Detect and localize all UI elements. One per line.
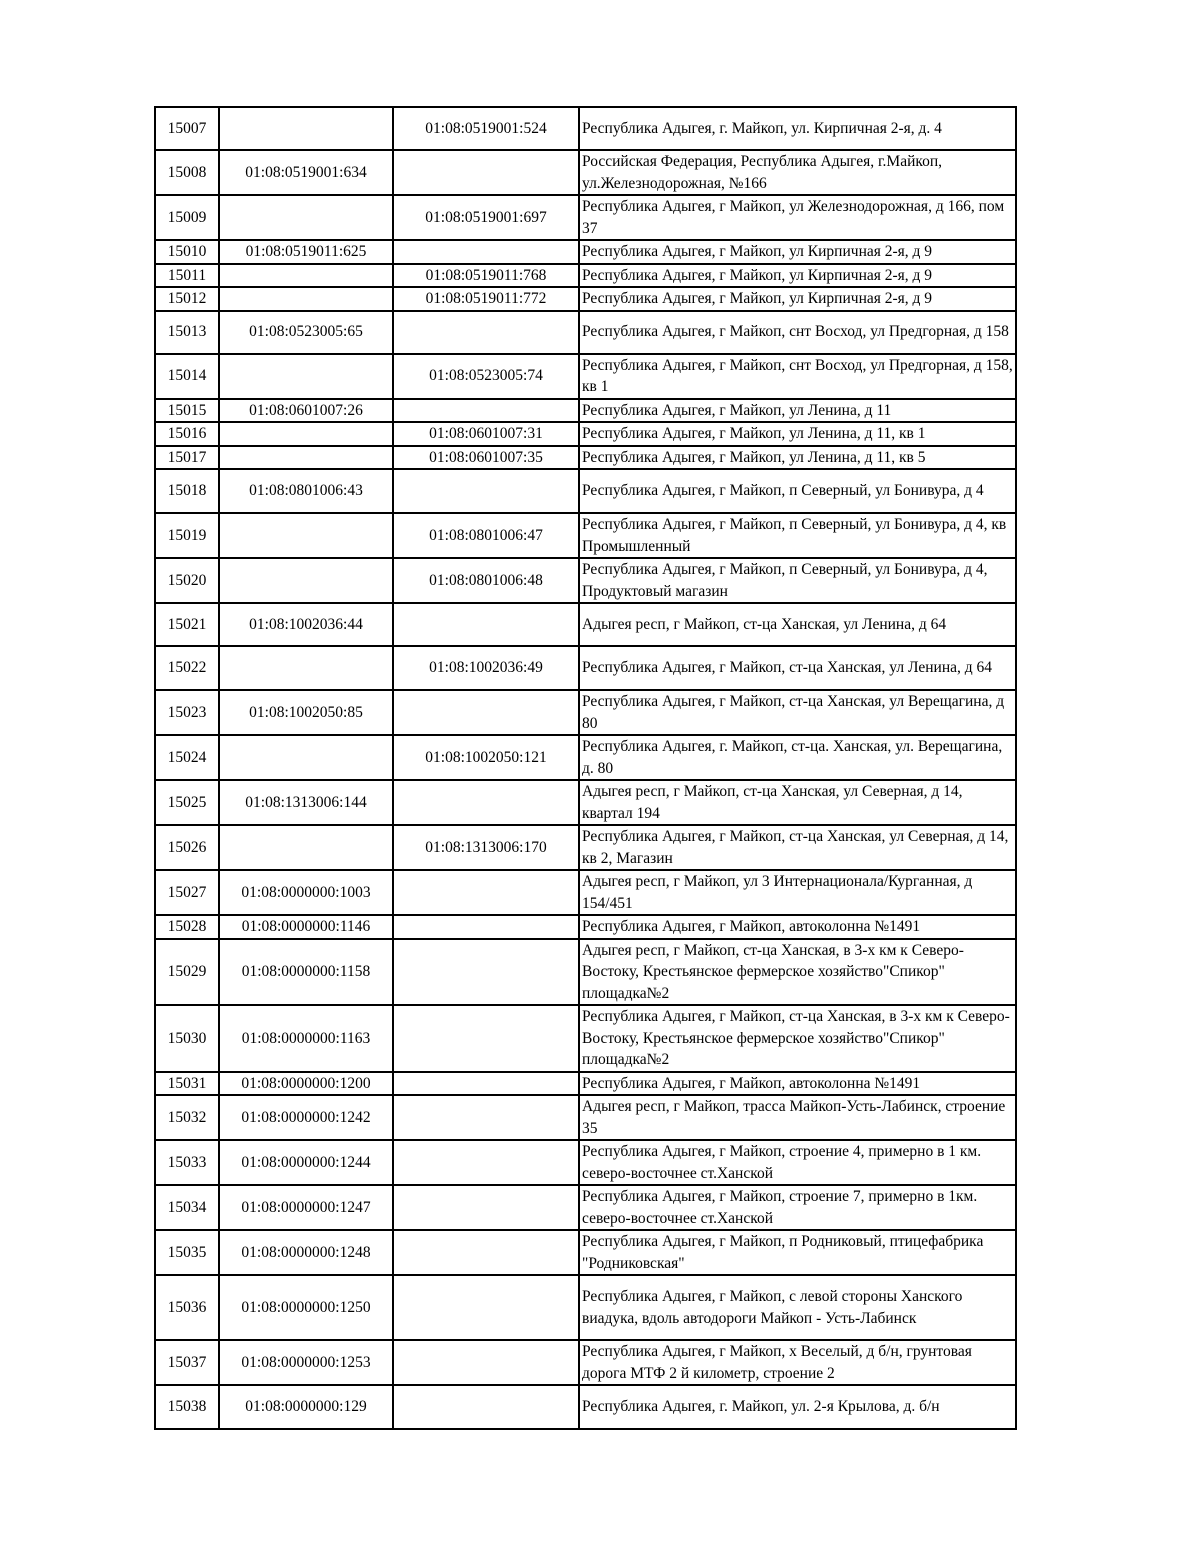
related-cadastral-number-cell [393,240,579,264]
cadastral-number-cell [219,446,393,470]
address-cell: Республика Адыгея, г Майкоп, строение 7, примерно в 1км. северо-восточнее ст.Ханской [579,1185,1016,1230]
address-cell: Республика Адыгея, г Майкоп, ул Кирпичная 2-я, д 9 [579,240,1016,264]
table-row [155,558,1016,603]
table-row [155,513,1016,558]
table-row [155,264,1016,288]
address-cell: Адыгея респ, г Майкоп, ул 3 Интернационала/Курганная, д 154/451 [579,870,1016,915]
related-cadastral-number-cell: 01:08:0601007:31 [393,422,579,446]
address-cell: Республика Адыгея, г Майкоп, с левой стороны Ханского виадука, вдоль автодороги Майкоп - Усть-Лабинск [579,1275,1016,1340]
address-cell: Республика Адыгея, г Майкоп, ст-ца Ханская, ул Ленина, д 64 [579,646,1016,690]
address-cell: Республика Адыгея, г. Майкоп, ст-ца. Ханская, ул. Верещагина, д. 80 [579,735,1016,780]
address-cell: Республика Адыгея, г. Майкоп, ул. Кирпичная 2-я, д. 4 [579,107,1016,150]
cadastral-number-cell: 01:08:1002036:44 [219,603,393,646]
cadastral-number-cell: 01:08:1313006:144 [219,780,393,825]
cadastral-number-cell [219,825,393,870]
related-cadastral-number-cell [393,1230,579,1275]
address-cell: Республика Адыгея, г Майкоп, х Веселый, д б/н, грунтовая дорога МТФ 2 й километр, строение 2 [579,1340,1016,1385]
address-cell: Республика Адыгея, г Майкоп, п Северный, ул Бонивура, д 4 [579,469,1016,513]
related-cadastral-number-cell [393,603,579,646]
related-cadastral-number-cell: 01:08:1002050:121 [393,735,579,780]
table-row [155,690,1016,735]
related-cadastral-number-cell [393,1385,579,1429]
related-cadastral-number-cell: 01:08:1002036:49 [393,646,579,690]
cadastral-number-cell: 01:08:0801006:43 [219,469,393,513]
cadastral-number-cell [219,287,393,311]
row-number-cell: 15029 [155,939,219,1006]
cadastral-number-cell [219,422,393,446]
related-cadastral-number-cell [393,1340,579,1385]
cadastral-number-cell: 01:08:0000000:1146 [219,915,393,939]
table-row [155,915,1016,939]
cadastral-number-cell: 01:08:0519011:625 [219,240,393,264]
related-cadastral-number-cell [393,1275,579,1340]
table-row [155,735,1016,780]
row-number-cell: 15028 [155,915,219,939]
cadastral-number-cell: 01:08:0523005:65 [219,311,393,354]
row-number-cell: 15021 [155,603,219,646]
related-cadastral-number-cell: 01:08:0801006:47 [393,513,579,558]
row-number-cell: 15026 [155,825,219,870]
table-row [155,195,1016,240]
row-number-cell: 15015 [155,399,219,423]
cadastral-number-cell [219,735,393,780]
cadastral-number-cell: 01:08:0000000:1244 [219,1140,393,1185]
table-row [155,1072,1016,1096]
related-cadastral-number-cell [393,1185,579,1230]
address-cell: Республика Адыгея, г Майкоп, ул Железнодорожная, д 166, пом 37 [579,195,1016,240]
cadastral-number-cell [219,354,393,399]
address-cell: Республика Адыгея, г Майкоп, ул Кирпичная 2-я, д 9 [579,287,1016,311]
table-row [155,107,1016,150]
related-cadastral-number-cell: 01:08:1313006:170 [393,825,579,870]
related-cadastral-number-cell [393,469,579,513]
related-cadastral-number-cell [393,939,579,1006]
table-row [155,1185,1016,1230]
address-cell: Республика Адыгея, г. Майкоп, ул. 2-я Крылова, д. б/н [579,1385,1016,1429]
table-row [155,825,1016,870]
cadastral-number-cell [219,646,393,690]
row-number-cell: 15024 [155,735,219,780]
cadastral-number-cell: 01:08:0519001:634 [219,150,393,195]
row-number-cell: 15016 [155,422,219,446]
row-number-cell: 15036 [155,1275,219,1340]
address-cell: Республика Адыгея, г Майкоп, ст-ца Ханская, ул Верещагина, д 80 [579,690,1016,735]
related-cadastral-number-cell: 01:08:0519011:768 [393,264,579,288]
row-number-cell: 15010 [155,240,219,264]
row-number-cell: 15027 [155,870,219,915]
row-number-cell: 15012 [155,287,219,311]
table-row [155,646,1016,690]
related-cadastral-number-cell: 01:08:0523005:74 [393,354,579,399]
related-cadastral-number-cell: 01:08:0519011:772 [393,287,579,311]
address-cell: Республика Адыгея, г Майкоп, строение 4, примерно в 1 км. северо-восточнее ст.Ханской [579,1140,1016,1185]
cadastral-number-cell [219,513,393,558]
cadastral-number-cell [219,558,393,603]
row-number-cell: 15018 [155,469,219,513]
table-row [155,150,1016,195]
cadastral-number-cell: 01:08:0601007:26 [219,399,393,423]
table-row [155,446,1016,470]
address-cell: Республика Адыгея, г Майкоп, п Родниковый, птицефабрика "Родниковская" [579,1230,1016,1275]
related-cadastral-number-cell: 01:08:0601007:35 [393,446,579,470]
table-row [155,287,1016,311]
table-row [155,939,1016,1006]
related-cadastral-number-cell [393,1095,579,1140]
row-number-cell: 15014 [155,354,219,399]
address-cell: Адыгея респ, г Майкоп, ст-ца Ханская, ул Северная, д 14, квартал 194 [579,780,1016,825]
related-cadastral-number-cell [393,1005,579,1072]
registry-table-body [155,107,1016,1429]
row-number-cell: 15035 [155,1230,219,1275]
address-cell: Республика Адыгея, г Майкоп, ул Ленина, д 11, кв 5 [579,446,1016,470]
related-cadastral-number-cell [393,399,579,423]
cadastral-number-cell: 01:08:0000000:1253 [219,1340,393,1385]
registry-table [154,106,1017,1430]
row-number-cell: 15025 [155,780,219,825]
table-row [155,354,1016,399]
row-number-cell: 15017 [155,446,219,470]
table-row [155,1275,1016,1340]
cadastral-number-cell: 01:08:0000000:1242 [219,1095,393,1140]
cadastral-number-cell: 01:08:0000000:1163 [219,1005,393,1072]
cadastral-number-cell [219,195,393,240]
address-cell: Республика Адыгея, г Майкоп, автоколонна №1491 [579,1072,1016,1096]
address-cell: Российская Федерация, Республика Адыгея, г.Майкоп, ул.Железнодорожная, №166 [579,150,1016,195]
cadastral-number-cell: 01:08:1002050:85 [219,690,393,735]
row-number-cell: 15022 [155,646,219,690]
row-number-cell: 15023 [155,690,219,735]
table-row [155,1385,1016,1429]
related-cadastral-number-cell [393,150,579,195]
row-number-cell: 15020 [155,558,219,603]
related-cadastral-number-cell [393,780,579,825]
related-cadastral-number-cell [393,870,579,915]
row-number-cell: 15019 [155,513,219,558]
row-number-cell: 15011 [155,264,219,288]
table-row [155,469,1016,513]
address-cell: Республика Адыгея, г Майкоп, снт Восход, ул Предгорная, д 158, кв 1 [579,354,1016,399]
table-row [155,1230,1016,1275]
table-row [155,1340,1016,1385]
table-row [155,240,1016,264]
cadastral-number-cell: 01:08:0000000:1250 [219,1275,393,1340]
cadastral-number-cell [219,107,393,150]
related-cadastral-number-cell [393,690,579,735]
address-cell: Адыгея респ, г Майкоп, ст-ца Ханская, в 3-х км к Северо-Востоку, Крестьянское фермерское хозяйство"Спикор" площадка№2 [579,939,1016,1006]
related-cadastral-number-cell [393,311,579,354]
cadastral-number-cell: 01:08:0000000:1248 [219,1230,393,1275]
table-row [155,311,1016,354]
table-row [155,399,1016,423]
row-number-cell: 15033 [155,1140,219,1185]
cadastral-number-cell: 01:08:0000000:1200 [219,1072,393,1096]
table-row [155,422,1016,446]
row-number-cell: 15013 [155,311,219,354]
address-cell: Адыгея респ, г Майкоп, трасса Майкоп-Усть-Лабинск, строение 35 [579,1095,1016,1140]
related-cadastral-number-cell [393,915,579,939]
address-cell: Республика Адыгея, г Майкоп, ст-ца Ханская, ул Северная, д 14, кв 2, Магазин [579,825,1016,870]
row-number-cell: 15007 [155,107,219,150]
table-row [155,780,1016,825]
cadastral-number-cell [219,264,393,288]
address-cell: Республика Адыгея, г Майкоп, п Северный, ул Бонивура, д 4, кв Промышленный [579,513,1016,558]
related-cadastral-number-cell: 01:08:0519001:697 [393,195,579,240]
table-row [155,603,1016,646]
cadastral-number-cell: 01:08:0000000:129 [219,1385,393,1429]
row-number-cell: 15034 [155,1185,219,1230]
related-cadastral-number-cell: 01:08:0519001:524 [393,107,579,150]
table-row [155,1095,1016,1140]
row-number-cell: 15037 [155,1340,219,1385]
address-cell: Республика Адыгея, г Майкоп, автоколонна №1491 [579,915,1016,939]
address-cell: Республика Адыгея, г Майкоп, ул Ленина, д 11, кв 1 [579,422,1016,446]
address-cell: Республика Адыгея, г Майкоп, снт Восход, ул Предгорная, д 158 [579,311,1016,354]
table-row [155,1140,1016,1185]
table-row [155,870,1016,915]
cadastral-number-cell: 01:08:0000000:1003 [219,870,393,915]
row-number-cell: 15038 [155,1385,219,1429]
row-number-cell: 15032 [155,1095,219,1140]
address-cell: Республика Адыгея, г Майкоп, ул Кирпичная 2-я, д 9 [579,264,1016,288]
table-row [155,1005,1016,1072]
address-cell: Республика Адыгея, г Майкоп, ул Ленина, д 11 [579,399,1016,423]
row-number-cell: 15031 [155,1072,219,1096]
related-cadastral-number-cell: 01:08:0801006:48 [393,558,579,603]
cadastral-number-cell: 01:08:0000000:1247 [219,1185,393,1230]
cadastral-number-cell: 01:08:0000000:1158 [219,939,393,1006]
address-cell: Адыгея респ, г Майкоп, ст-ца Ханская, ул Ленина, д 64 [579,603,1016,646]
related-cadastral-number-cell [393,1140,579,1185]
address-cell: Республика Адыгея, г Майкоп, п Северный, ул Бонивура, д 4, Продуктовый магазин [579,558,1016,603]
row-number-cell: 15008 [155,150,219,195]
related-cadastral-number-cell [393,1072,579,1096]
address-cell: Республика Адыгея, г Майкоп, ст-ца Ханская, в 3-х км к Северо-Востоку, Крестьянское фермерское хозяйство"Спикор" площадка№2 [579,1005,1016,1072]
row-number-cell: 15009 [155,195,219,240]
row-number-cell: 15030 [155,1005,219,1072]
